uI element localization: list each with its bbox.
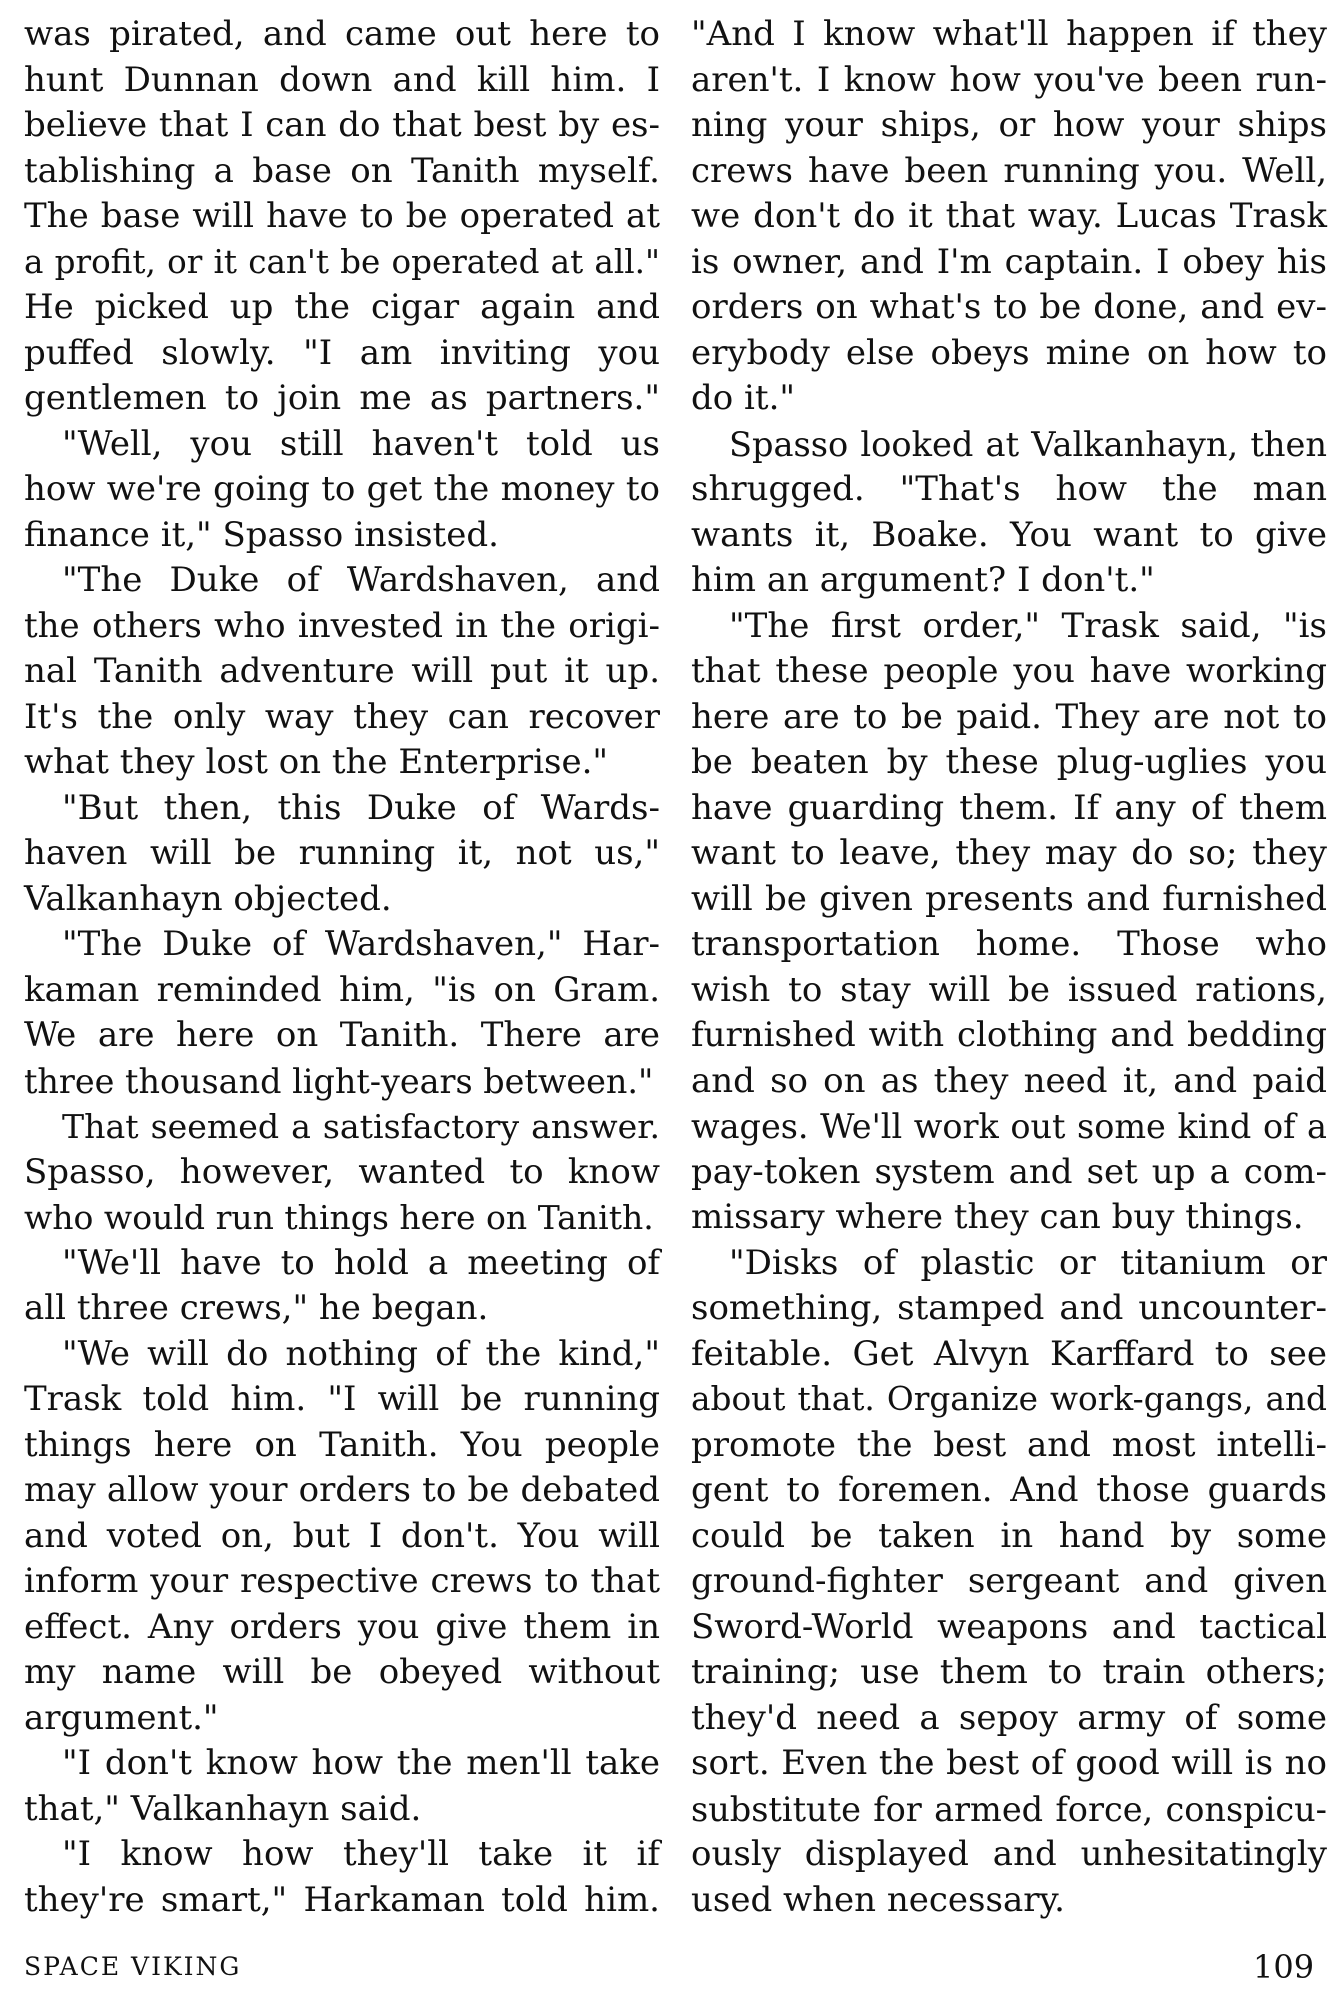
text-line: things here on Tanith. You people bbox=[24, 1424, 660, 1465]
text-line: sort. Even the best of good will is no bbox=[691, 1743, 1327, 1783]
text-line: about that. Organize work-gangs, and bbox=[691, 1380, 1327, 1418]
page-number: 109 bbox=[1253, 1948, 1315, 1986]
text-line: argument." bbox=[24, 1697, 219, 1738]
text-line: ground-fighter sergeant and given bbox=[691, 1561, 1327, 1601]
text-line: pay-token system and set up a com- bbox=[691, 1151, 1327, 1192]
text-line: feitable. Get Alvyn Karffard to see bbox=[691, 1333, 1327, 1374]
text-line: haven will be running it, not us," bbox=[24, 833, 660, 873]
text-line: a profit, or it can't be operated at all." bbox=[24, 242, 660, 281]
text-line: tablishing a base on Tanith myself. bbox=[24, 150, 660, 191]
text-line: gent to foremen. And those guards bbox=[691, 1470, 1327, 1510]
text-line: Trask told him. "I will be running bbox=[24, 1379, 660, 1419]
text-line: wish to stay will be issued rations, bbox=[691, 969, 1327, 1010]
text-line: believe that I can do that best by es- bbox=[24, 105, 660, 145]
text-line: may allow your orders to be debated bbox=[24, 1470, 660, 1510]
text-line: promote the best and most intelli- bbox=[691, 1424, 1327, 1465]
text-line: "I know how they'll take it if bbox=[62, 1834, 660, 1874]
text-line: could be taken in hand by some bbox=[691, 1515, 1327, 1556]
text-line: do it." bbox=[691, 378, 796, 418]
text-line: "Disks of plastic or titanium or bbox=[729, 1242, 1327, 1283]
text-line: Sword-World weapons and tactical bbox=[691, 1606, 1327, 1647]
text-line: my name will be obeyed without bbox=[24, 1652, 660, 1692]
text-line: He picked up the cigar again and bbox=[24, 287, 660, 327]
text-line: orders on what's to be done, and ev- bbox=[691, 287, 1327, 327]
text-line: three thousand light-years between." bbox=[24, 1061, 654, 1101]
text-line: that," Valkanhayn said. bbox=[24, 1788, 422, 1829]
text-line: "Well, you still haven't told us bbox=[62, 423, 660, 464]
text-line: something, stamped and uncounter- bbox=[691, 1288, 1327, 1328]
text-line: used when necessary. bbox=[691, 1879, 1065, 1920]
text-line: hunt Dunnan down and kill him. I bbox=[24, 59, 660, 100]
text-line: nal Tanith adventure will put it up. bbox=[24, 651, 660, 691]
text-line: kaman reminded him, "is on Gram. bbox=[24, 969, 660, 1010]
text-line: gentlemen to join me as partners." bbox=[24, 378, 660, 418]
text-line: The base will have to be operated at bbox=[24, 196, 660, 236]
text-line: was pirated, and came out here to bbox=[24, 14, 660, 54]
text-line: here are to be paid. They are not to bbox=[691, 696, 1327, 737]
text-line: that these people you have working bbox=[691, 651, 1327, 691]
text-line: him an argument? I don't." bbox=[691, 560, 1155, 600]
text-line: "I don't know how the men'll take bbox=[62, 1743, 660, 1783]
text-line: ously displayed and unhesitatingly bbox=[691, 1834, 1327, 1874]
text-line: shrugged. "That's how the man bbox=[691, 469, 1327, 509]
text-line: who would run things here on Tanith. bbox=[24, 1198, 654, 1237]
text-line: how we're going to get the money to bbox=[24, 469, 660, 509]
text-line: Spasso looked at Valkanhayn, then bbox=[729, 424, 1327, 464]
text-line: "We will do nothing of the kind," bbox=[62, 1333, 660, 1374]
text-line: "The first order," Trask said, "is bbox=[729, 605, 1327, 646]
text-line: "But then, this Duke of Wards- bbox=[62, 787, 660, 828]
text-line: all three crews," he began. bbox=[24, 1288, 489, 1328]
text-line: "The Duke of Wardshaven," Har- bbox=[62, 924, 660, 964]
right-text-column bbox=[691, 12, 1327, 1923]
text-line: puffed slowly. "I am inviting you bbox=[24, 332, 660, 373]
text-line: It's the only way they can recover bbox=[24, 696, 660, 737]
text-line: is owner, and I'm captain. I obey his bbox=[691, 241, 1327, 282]
text-line: they're smart," Harkaman told him. bbox=[24, 1879, 660, 1920]
text-line: the others who invested in the origi- bbox=[24, 605, 660, 646]
text-line: "The Duke of Wardshaven, and bbox=[62, 560, 660, 600]
text-line: ning your ships, or how your ships bbox=[691, 105, 1327, 145]
text-line: furnished with clothing and bedding bbox=[691, 1015, 1327, 1055]
text-line: Spasso, however, wanted to know bbox=[24, 1151, 660, 1192]
text-line: and voted on, but I don't. You will bbox=[24, 1515, 660, 1556]
text-line: missary where they can buy things. bbox=[691, 1197, 1304, 1237]
text-line: training; use them to train others; bbox=[691, 1652, 1327, 1692]
text-line: effect. Any orders you give them in bbox=[24, 1606, 660, 1647]
text-line: what they lost on the Enterprise." bbox=[24, 742, 609, 782]
text-line: erybody else obeys mine on how to bbox=[691, 332, 1327, 373]
text-line: wages. We'll work out some kind of a bbox=[691, 1107, 1327, 1146]
left-text-column bbox=[24, 12, 660, 1923]
text-line: finance it," Spasso insisted. bbox=[24, 514, 499, 555]
text-line: substitute for armed force, conspicu- bbox=[691, 1789, 1327, 1829]
text-line: we don't do it that way. Lucas Trask bbox=[691, 196, 1327, 236]
text-line: "We'll have to hold a meeting of bbox=[62, 1242, 660, 1283]
text-line: That seemed a satisfactory answer. bbox=[62, 1107, 660, 1146]
running-head: SPACE VIKING bbox=[24, 1952, 242, 1981]
text-line: crews have been running you. Well, bbox=[691, 150, 1327, 191]
text-line: "And I know what'll happen if they bbox=[691, 14, 1327, 54]
text-line: We are here on Tanith. There are bbox=[24, 1015, 660, 1055]
text-line: Valkanhayn objected. bbox=[24, 878, 392, 919]
text-line: wants it, Boake. You want to give bbox=[691, 514, 1327, 555]
text-line: and so on as they need it, and paid bbox=[691, 1060, 1327, 1101]
text-line: will be given presents and furnished bbox=[691, 878, 1327, 919]
text-line: aren't. I know how you've been run- bbox=[691, 59, 1327, 100]
text-line: they'd need a sepoy army of some bbox=[691, 1697, 1327, 1738]
text-line: inform your respective crews to that bbox=[24, 1561, 660, 1601]
text-line: have guarding them. If any of them bbox=[691, 787, 1327, 828]
text-line: transportation home. Those who bbox=[691, 924, 1327, 964]
text-line: want to leave, they may do so; they bbox=[691, 833, 1327, 873]
text-line: be beaten by these plug-uglies you bbox=[691, 742, 1327, 782]
